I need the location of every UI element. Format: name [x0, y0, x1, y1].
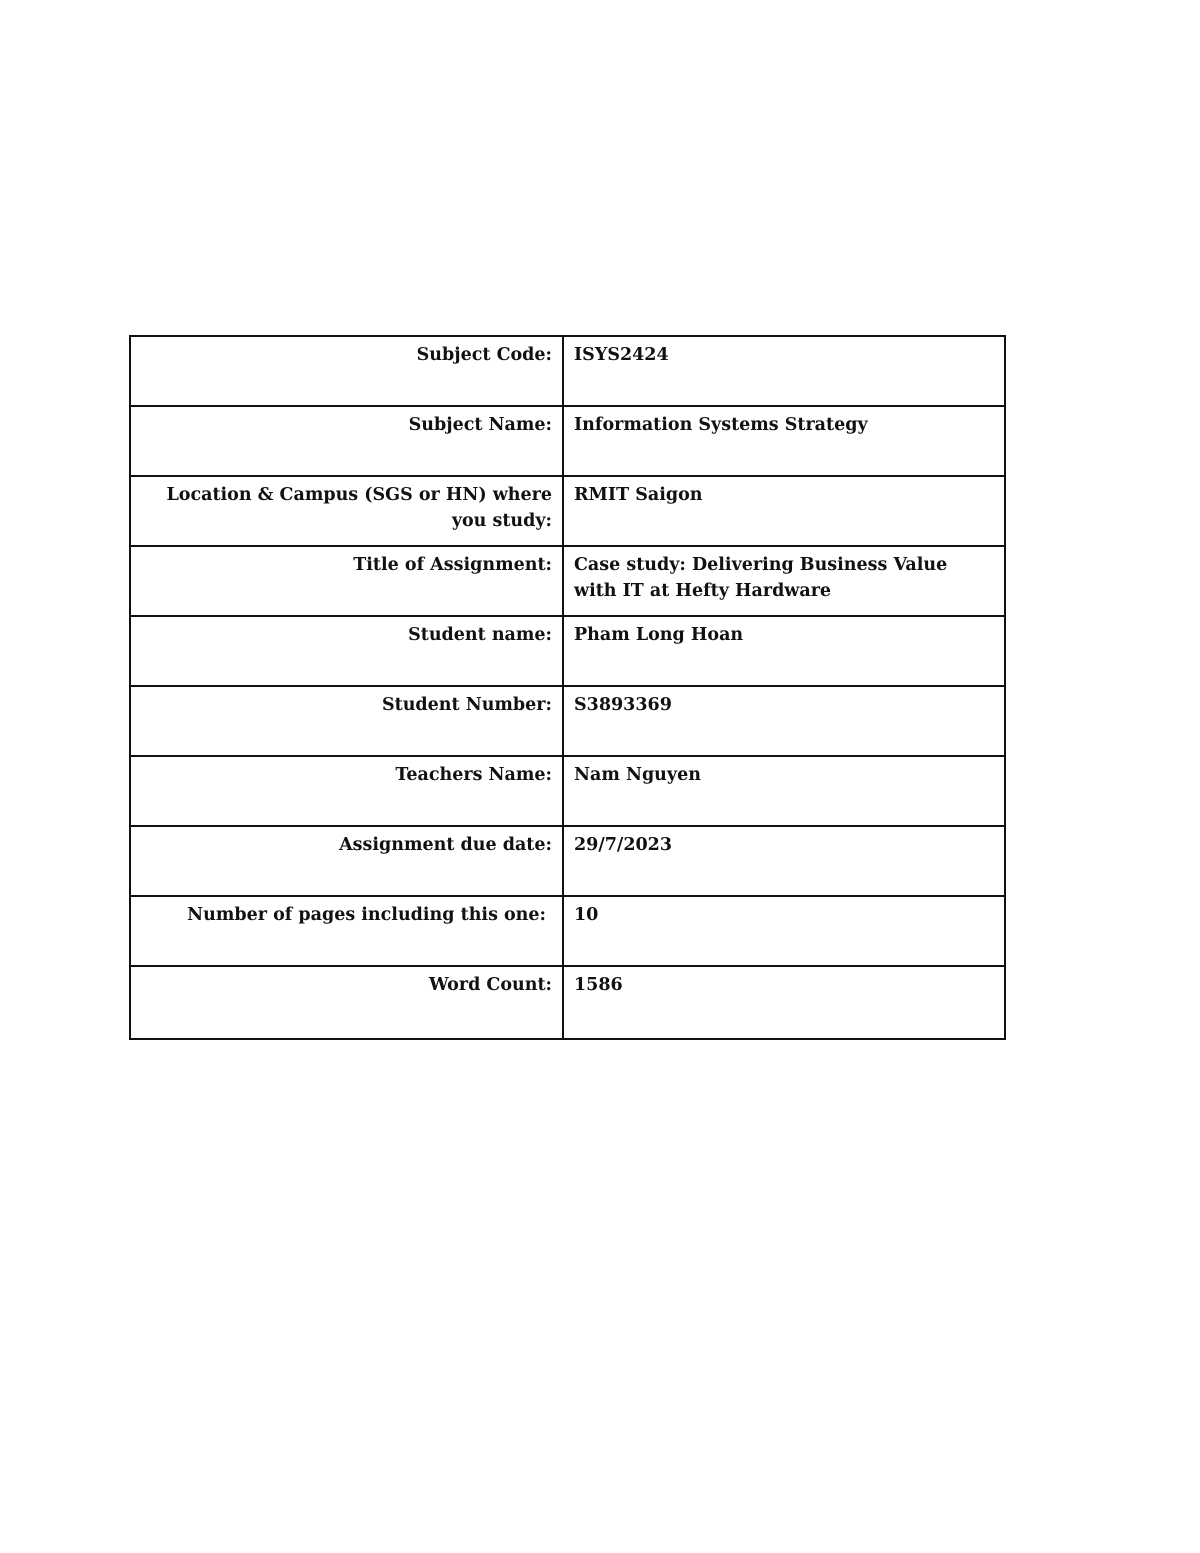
assignment-title-label: Title of Assignment:	[130, 546, 563, 616]
assignment-title-value: Case study: Delivering Business Value with IT at Hefty Hardware	[563, 546, 1005, 616]
table-row	[130, 616, 1005, 686]
due-date-value: 29/7/2023	[563, 826, 1005, 896]
student-number-label: Student Number:	[130, 686, 563, 756]
page-count-label: Number of pages including this one:	[130, 896, 563, 966]
teachers-name-label: Teachers Name:	[130, 756, 563, 826]
table-row	[130, 896, 1005, 966]
table-row	[130, 756, 1005, 826]
due-date-label: Assignment due date:	[130, 826, 563, 896]
subject-name-value: Information Systems Strategy	[563, 406, 1005, 476]
table-row	[130, 336, 1005, 406]
subject-name-label: Subject Name:	[130, 406, 563, 476]
table-row	[130, 406, 1005, 476]
page-count-value: 10	[563, 896, 1005, 966]
assignment-cover-table	[129, 335, 1006, 1040]
table-row	[130, 546, 1005, 616]
location-campus-label: Location & Campus (SGS or HN) where you study:	[130, 476, 563, 546]
table-row	[130, 826, 1005, 896]
table-row	[130, 686, 1005, 756]
subject-code-value: ISYS2424	[563, 336, 1005, 406]
location-campus-value: RMIT Saigon	[563, 476, 1005, 546]
student-name-label: Student name:	[130, 616, 563, 686]
student-name-value: Pham Long Hoan	[563, 616, 1005, 686]
word-count-value: 1586	[563, 966, 1005, 1039]
table-row	[130, 966, 1005, 1039]
student-number-value: S3893369	[563, 686, 1005, 756]
teachers-name-value: Nam Nguyen	[563, 756, 1005, 826]
table-row	[130, 476, 1005, 546]
subject-code-label: Subject Code:	[130, 336, 563, 406]
word-count-label: Word Count:	[130, 966, 563, 1039]
